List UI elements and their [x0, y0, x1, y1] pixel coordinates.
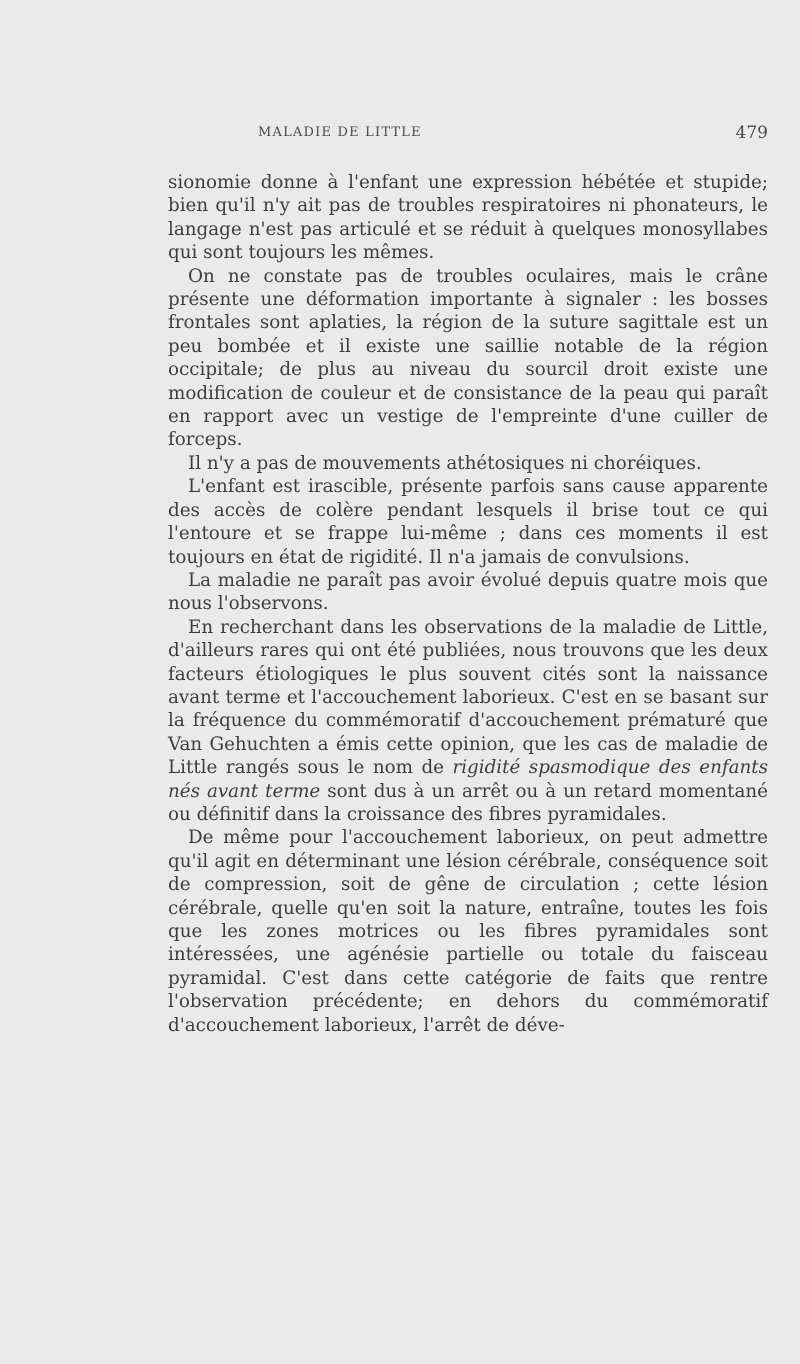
paragraph-1: sionomie donne à l'enfant une expression hébétée et stupide; bien qu'il n'y ait pas de troubles respiratoires ni phonateurs, le langage n'est pas articulé et se réduit à quelques monosyllabes qui sont toujours les mêmes. — [168, 172, 768, 264]
paragraph-6 — [168, 616, 768, 827]
page-number: 479 — [735, 123, 768, 143]
paragraph-4: L'enfant est irascible, présente parfois sans cause apparente des accès de colère pendant lesquels il brise tout ce qui l'entoure et se frappe lui-même ; dans ces moments il est toujours en état de rigidité. Il n'a jamais de convulsions. — [168, 476, 768, 568]
page-header — [258, 125, 768, 145]
paragraph-6-part-b: sont dus à un arrêt ou à un retard momentané ou définitif dans la croissance des fibres pyramidales. — [168, 780, 769, 825]
running-title: MALADIE DE LITTLE — [258, 125, 422, 140]
italic-term: rigidité spasmodique des enfants nés avant terme — [168, 757, 769, 802]
paragraph-7: De même pour l'accouchement laborieux, on peut admettre qu'il agit en déterminant une lésion cérébrale, conséquence soit de compression, soit de gêne de circulation ; cette lésion cérébrale, quelle qu'en soit la nature, entraîne, toutes les fois que les zones motrices ou les fibres pyramidales sont intéressées, une agénésie partielle ou totale du faisceau pyramidal. C'est dans cette catégorie de faits que rentre l'observation précédente; en dehors du commémoratif d'accouchement laborieux, l'arrêt de déve- — [168, 827, 768, 1036]
paragraph-3: Il n'y a pas de mouvements athétosiques ni choréiques. — [188, 452, 702, 474]
body-text — [168, 171, 768, 1037]
paragraph-6-part-a: En recherchant dans les observations de la maladie de Little, d'ailleurs rares qui ont été publiées, nous trouvons que les deux facteurs étiologiques le plus souvent cités sont la naissance avant terme et l'accouchement laborieux. C'est en se basant sur la fréquence du commémoratif d'accouchement prématuré que Van Gehuchten a émis cette opinion, que les cas de maladie de Little rangés sous le nom de — [168, 616, 768, 779]
paragraph-2: On ne constate pas de troubles oculaires, mais le crâne présente une déformation importante à signaler : les bosses frontales sont aplaties, la région de la suture sagittale est un peu bombée et il existe une saillie notable de la région occipitale; de plus au niveau du sourcil droit existe une modification de couleur et de consistance de la peau qui paraît en rapport avec un vestige de l'empreinte d'une cuiller de forceps. — [168, 265, 768, 451]
paragraph-5: La maladie ne paraît pas avoir évolué depuis quatre mois que nous l'observons. — [168, 569, 768, 615]
